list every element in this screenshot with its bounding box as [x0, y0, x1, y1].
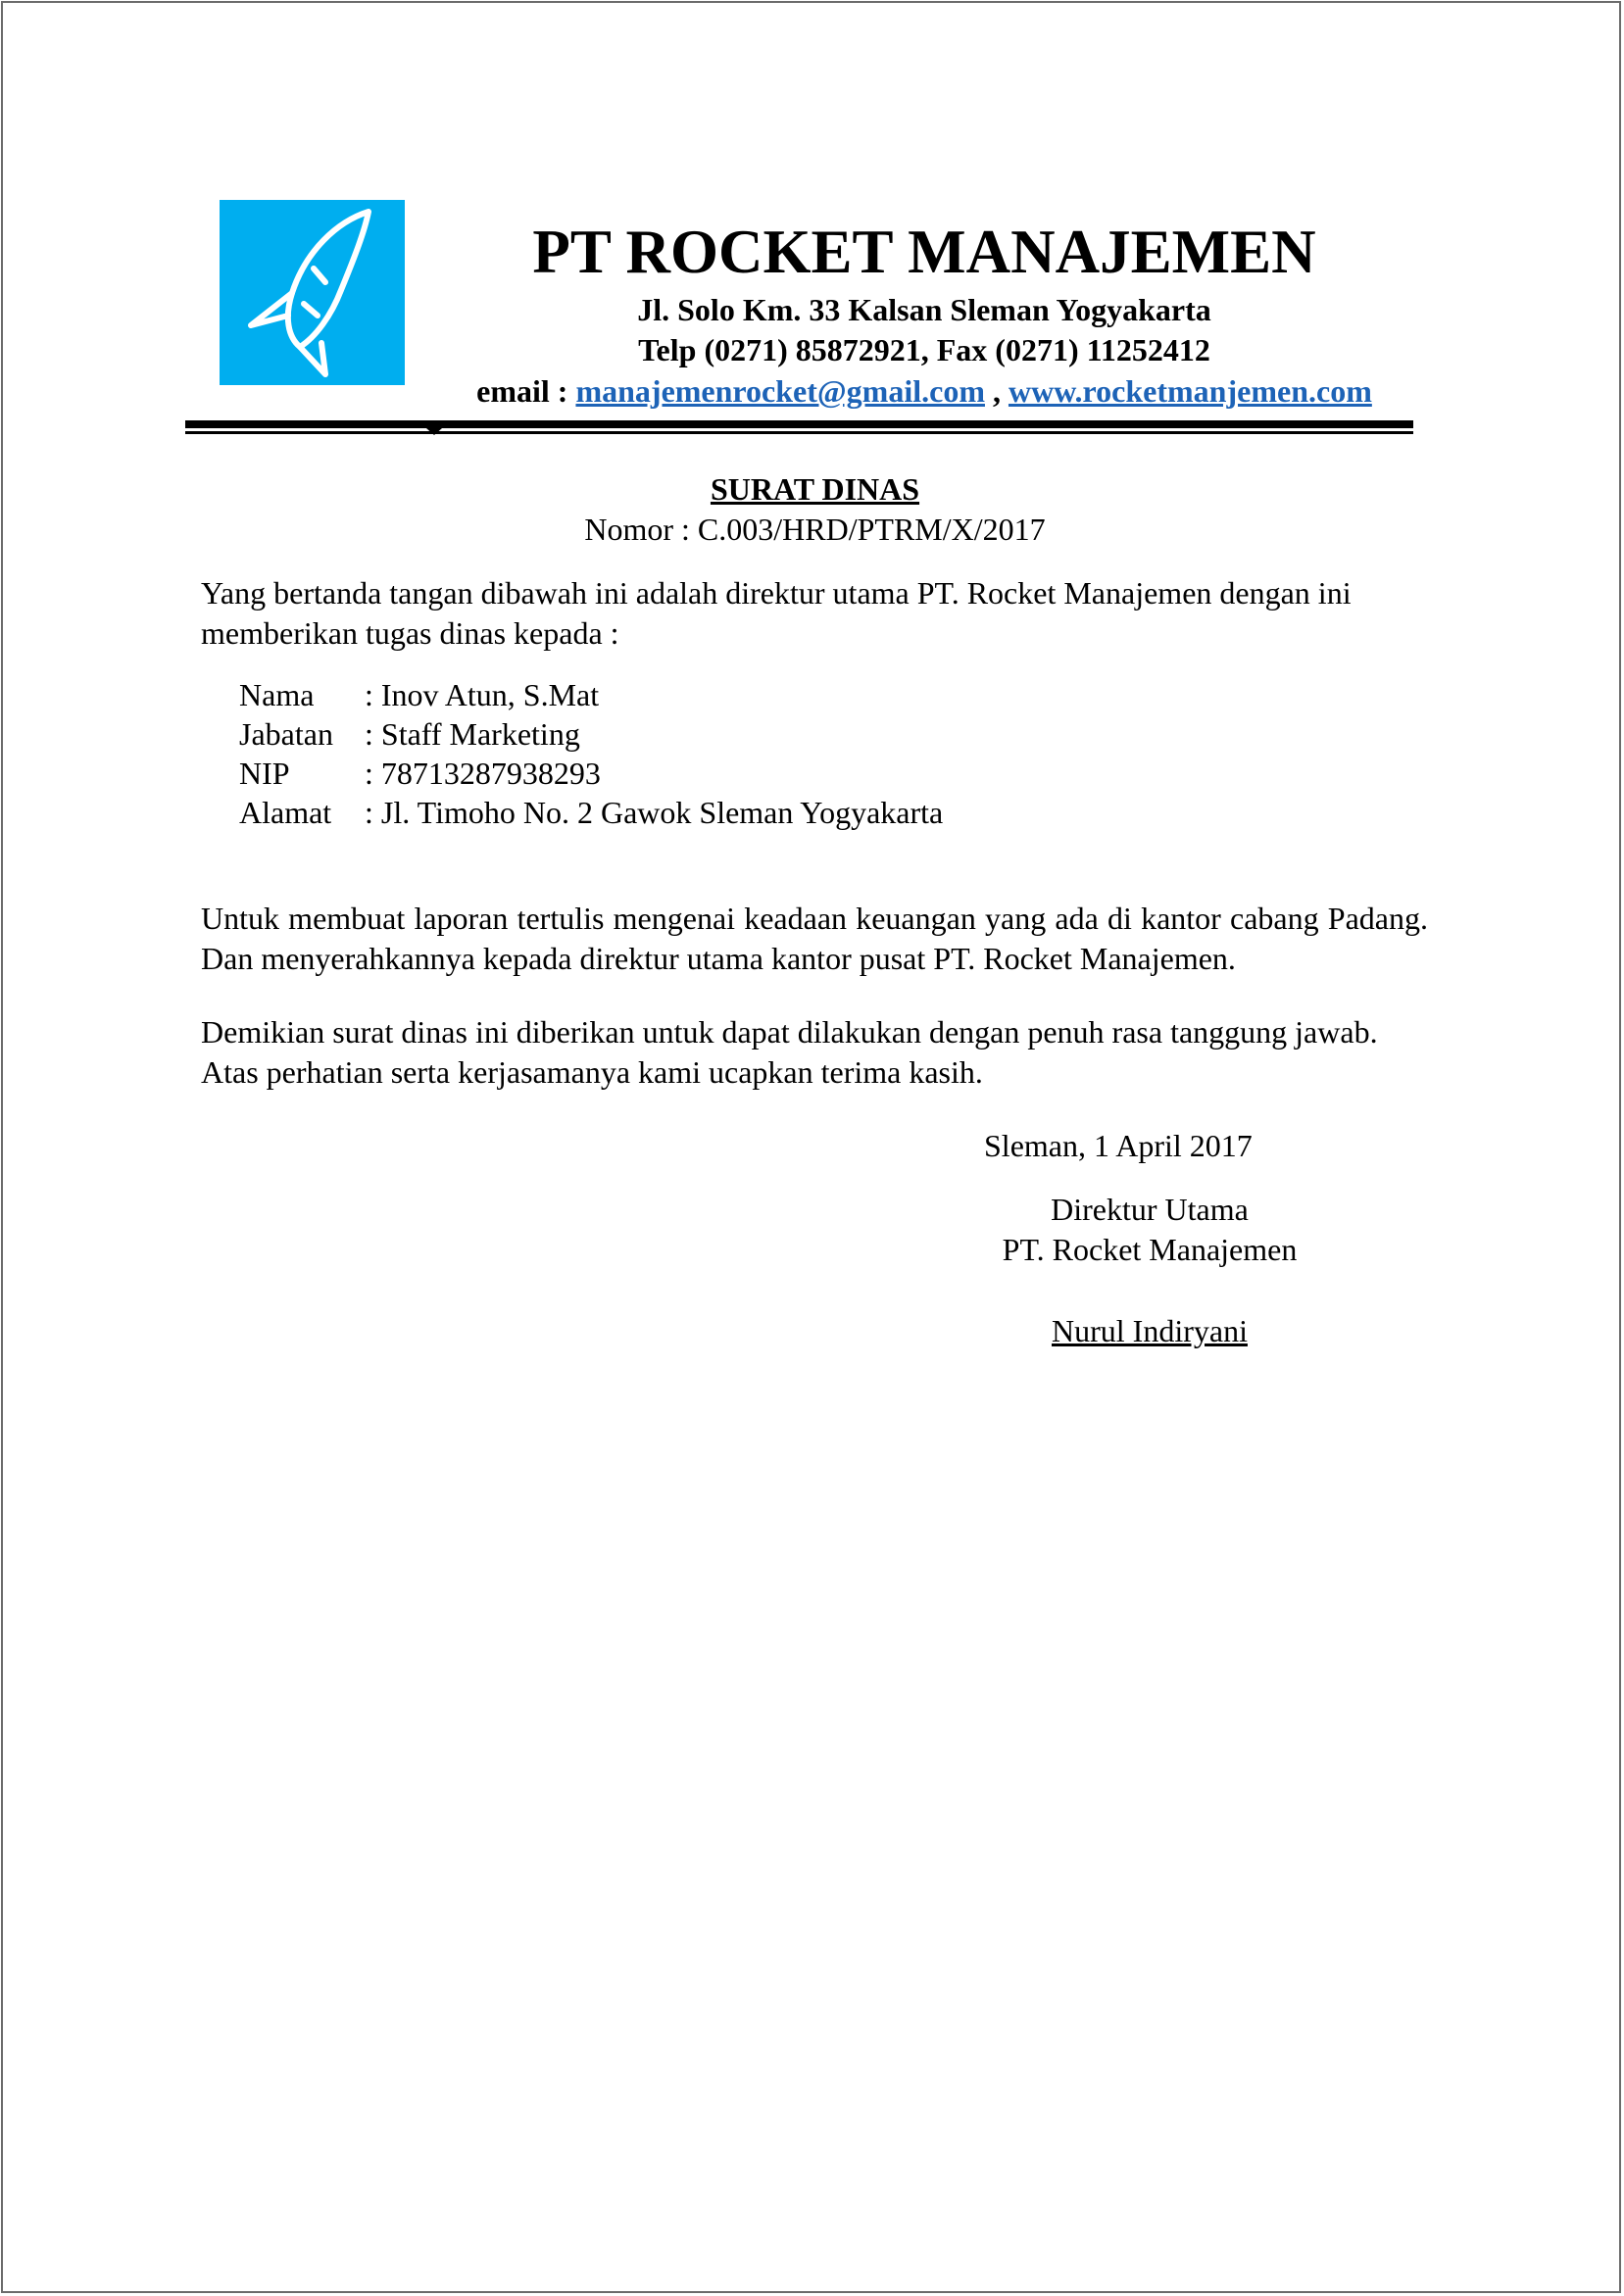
body-paragraph: Untuk membuat laporan tertulis mengenai keadaan keuangan yang ada di kantor cabang Padang. Dan menyerahkannya kepada direktur utama kantor pusat PT. Rocket Manajemen.: [201, 901, 1428, 976]
detail-value: : Staff Marketing: [365, 716, 580, 752]
email-link[interactable]: manajemenrocket@gmail.com: [575, 373, 985, 409]
place-date: Sleman, 1 April 2017: [984, 1128, 1253, 1163]
detail-row: [239, 754, 943, 793]
letter-title: SURAT DINAS: [710, 471, 920, 507]
detail-row: [239, 793, 943, 832]
intro-paragraph: Yang bertanda tangan dibawah ini adalah direktur utama PT. Rocket Manajemen dengan ini memberikan tugas dinas kepada :: [201, 575, 1352, 651]
detail-label: NIP: [239, 756, 290, 791]
letterhead-divider: [185, 420, 1413, 436]
website-link[interactable]: www.rocketmanjemen.com: [1008, 373, 1372, 409]
contact-separator: ,: [992, 373, 1001, 409]
company-address: Jl. Solo Km. 33 Kalsan Sleman Yogyakarta: [637, 292, 1211, 327]
detail-row: [239, 675, 943, 714]
detail-value: : 78713287938293: [365, 756, 601, 791]
signer-company: PT. Rocket Manajemen: [1002, 1232, 1298, 1267]
email-label: email :: [476, 373, 568, 409]
letter-page: [1, 1, 1621, 2293]
signer-name: Nurul Indiryani: [1052, 1313, 1248, 1348]
company-name: PT ROCKET MANAJEMEN: [532, 218, 1316, 286]
company-logo: [220, 200, 405, 385]
detail-label: Jabatan: [239, 716, 333, 752]
rocket-icon: [220, 200, 405, 385]
company-contact-line: [434, 371, 1414, 411]
detail-row: [239, 714, 943, 754]
closing-paragraph: Demikian surat dinas ini diberikan untuk dapat dilakukan dengan penuh rasa tanggung jawab. Atas perhatian serta kerjasamanya kami ucapkan terima kasih.: [201, 1014, 1378, 1090]
signer-position: Direktur Utama: [1051, 1192, 1249, 1227]
letter-number: Nomor : C.003/HRD/PTRM/X/2017: [584, 512, 1046, 547]
detail-label: Alamat: [239, 795, 332, 830]
company-phone-fax: Telp (0271) 85872921, Fax (0271) 11252412: [638, 332, 1210, 367]
assignee-details: [239, 675, 943, 832]
detail-label: Nama: [239, 677, 315, 712]
detail-value: : Inov Atun, S.Mat: [365, 677, 600, 712]
detail-value: : Jl. Timoho No. 2 Gawok Sleman Yogyakarta: [365, 795, 944, 830]
